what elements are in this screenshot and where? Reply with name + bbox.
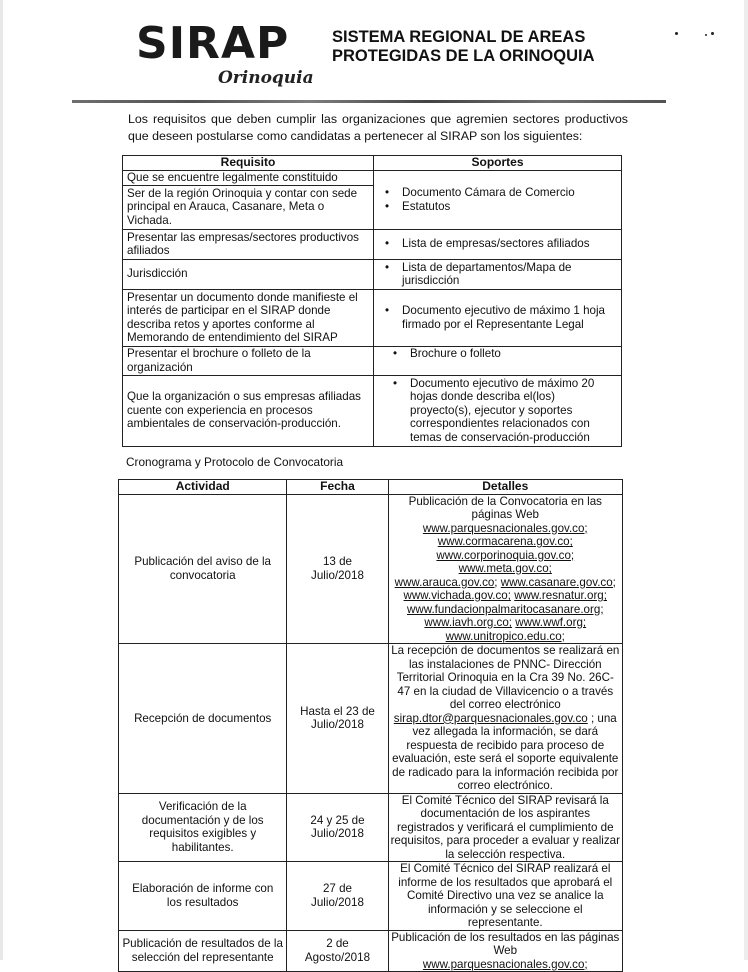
requisito-cell: Presentar un documento donde manifieste el interés de participar en el SIRAP donde describa retos y aportes conforme al Memorando de entendimiento del SIRAP [123, 289, 374, 346]
actividad-cell: Publicación de resultados de la selección del representante [119, 930, 287, 972]
actividad-cell: Publicación del aviso de la convocatoria [119, 494, 287, 644]
table-row [119, 862, 623, 931]
table-row [123, 259, 622, 289]
website-link[interactable]: www.cormacarena.gov.co; [437, 535, 573, 548]
table-header-row [119, 480, 623, 495]
soportes-cell [374, 375, 622, 446]
website-link[interactable]: www.arauca.gov.co; [394, 575, 498, 589]
table-row [123, 346, 622, 375]
actividad-cell: Verificación de la documentación y de los requisitos exigibles y habilitantes. [119, 793, 287, 862]
column-header: Requisito [123, 156, 374, 171]
website-link[interactable]: www.corporinoquia.gov.co; [436, 548, 575, 562]
fecha-cell: 27 de Julio/2018 [287, 862, 388, 931]
actividad-cell: Recepción de documentos [119, 644, 287, 794]
detalles-cell: El Comité Técnico del SIRAP realizará el informe de los resultados que aprobará el Comité Directivo una vez se analice la información y se seleccione el representante. [388, 862, 622, 931]
title-line: PROTEGIDAS DE LA ORINOQUIA [332, 47, 595, 65]
soporte-item: • Brochure o folleto [410, 347, 615, 361]
actividad-cell: Elaboración de informe con los resultados [119, 862, 287, 931]
website-link[interactable]: www.fundacionpalmaritocasanare.org; [406, 602, 604, 616]
detalles-cell: El Comité Técnico del SIRAP revisará la documentación de los aspirantes registrados y verificará el cumplimiento de requisitos, para proceder a evaluar y realizar la selección respectiva. [388, 793, 622, 862]
soportes-cell [374, 259, 622, 289]
table-row [123, 170, 622, 185]
soportes-cell [374, 289, 622, 346]
fecha-cell: 2 de Agosto/2018 [287, 930, 388, 972]
soporte-item: • Documento ejecutivo de máximo 20 hojas donde describa el(los) proyecto(s), ejecutor y soportes correspondientes relacionados con temas de conservación-producción [410, 377, 615, 445]
requirements-table [122, 155, 622, 447]
detalle-text: Publicación de los resultados en las páginas Web [391, 930, 620, 957]
website-link[interactable]: www.parquesnacionales.gov.co; [422, 521, 588, 535]
column-header: Actividad [119, 480, 287, 495]
column-header: Soportes [374, 156, 622, 171]
website-link[interactable]: www.resnatur.org; [514, 589, 607, 602]
soportes-cell [374, 170, 622, 229]
sirap-logo [136, 18, 314, 98]
column-header: Detalles [388, 480, 622, 495]
table-row [119, 793, 623, 862]
page-edge [0, 0, 3, 960]
schedule-table [118, 479, 623, 972]
fecha-cell: 13 de Julio/2018 [287, 494, 388, 644]
soportes-cell [374, 346, 622, 375]
soporte-item: • Estatutos [402, 200, 615, 214]
detalles-cell [388, 930, 622, 972]
email-link[interactable]: sirap.dtor@parquesnacionales.gov.co [393, 711, 588, 725]
soportes-cell [374, 229, 622, 259]
detalle-text: Publicación de la Convocatoria en las páginas Web [408, 494, 602, 521]
scan-artifact [665, 30, 725, 40]
requisito-cell: Presentar el brochure o folleto de la organización [123, 346, 374, 375]
soporte-item: • Lista de empresas/sectores afiliados [402, 237, 615, 251]
requisito-cell: Ser de la región Orinoquia y contar con sede principal en Arauca, Casanare, Meta o Vichada. [123, 185, 374, 229]
table-row [119, 494, 623, 644]
website-link[interactable]: www.vichada.gov.co; [403, 589, 511, 602]
logo-wordmark: SIRAP [136, 18, 290, 69]
fecha-cell: Hasta el 23 de Julio/2018 [287, 644, 388, 794]
requisito-cell: Que la organización o sus empresas afiliadas cuente con experiencia en procesos ambientales de conservación-producción. [123, 375, 374, 446]
soporte-item: • Lista de departamentos/Mapa de jurisdicción [402, 261, 615, 288]
table-row [123, 375, 622, 446]
schedule-title: Cronograma y Protocolo de Convocatoria [126, 455, 344, 469]
document-title [332, 28, 595, 66]
website-link[interactable]: www.parquesnacionales.gov.co; [422, 957, 588, 971]
website-link[interactable]: www.iavh.org.co; [424, 616, 513, 629]
detalles-cell [388, 494, 622, 644]
header-divider [72, 100, 666, 103]
intro-paragraph: Los requisitos que deben cumplir las organizaciones que agremien sectores productivos que deseen postularse como candidatas a pertenecer al SIRAP son los siguientes: [128, 112, 628, 143]
requisito-cell: Jurisdicción [123, 259, 374, 289]
requisito-cell: Presentar las empresas/sectores productivos afiliados [123, 229, 374, 259]
page-edge [744, 0, 748, 960]
title-line: SISTEMA REGIONAL DE AREAS [332, 28, 586, 46]
soporte-item: • Documento Cámara de Comercio [402, 186, 615, 200]
requisito-cell: Que se encuentre legalmente constituido [123, 170, 374, 185]
table-header-row [123, 156, 622, 171]
detalles-cell [388, 644, 622, 794]
website-link[interactable]: www.meta.gov.co; [458, 562, 552, 575]
detalle-text: ; una vez allegada la información, se dará respuesta de recibido para proceso de evaluación, este será el soporte equivalente de radicado para la información recibida por correo electrónico. [392, 711, 619, 792]
website-link[interactable]: www.casanare.gov.co; [500, 575, 616, 589]
table-row [119, 644, 623, 794]
column-header: Fecha [287, 480, 388, 495]
logo-subtitle: Orinoquia [218, 68, 314, 88]
fecha-cell: 24 y 25 de Julio/2018 [287, 793, 388, 862]
document-header [132, 18, 612, 98]
table-row [123, 229, 622, 259]
soporte-item: • Documento ejecutivo de máximo 1 hoja firmado por el Representante Legal [402, 304, 615, 331]
website-link[interactable]: www.wwf.org; [515, 616, 587, 629]
website-link[interactable]: www.unitropico.edu.co; [445, 629, 565, 643]
table-row [123, 289, 622, 346]
table-row [119, 930, 623, 972]
detalle-text: La recepción de documentos se realizará en las instalaciones de PNNC- Dirección Territorial Orinoquia en la Cra 39 No. 26C-47 en la ciudad de Villavicencio o a través del correo electrónico [391, 644, 620, 711]
